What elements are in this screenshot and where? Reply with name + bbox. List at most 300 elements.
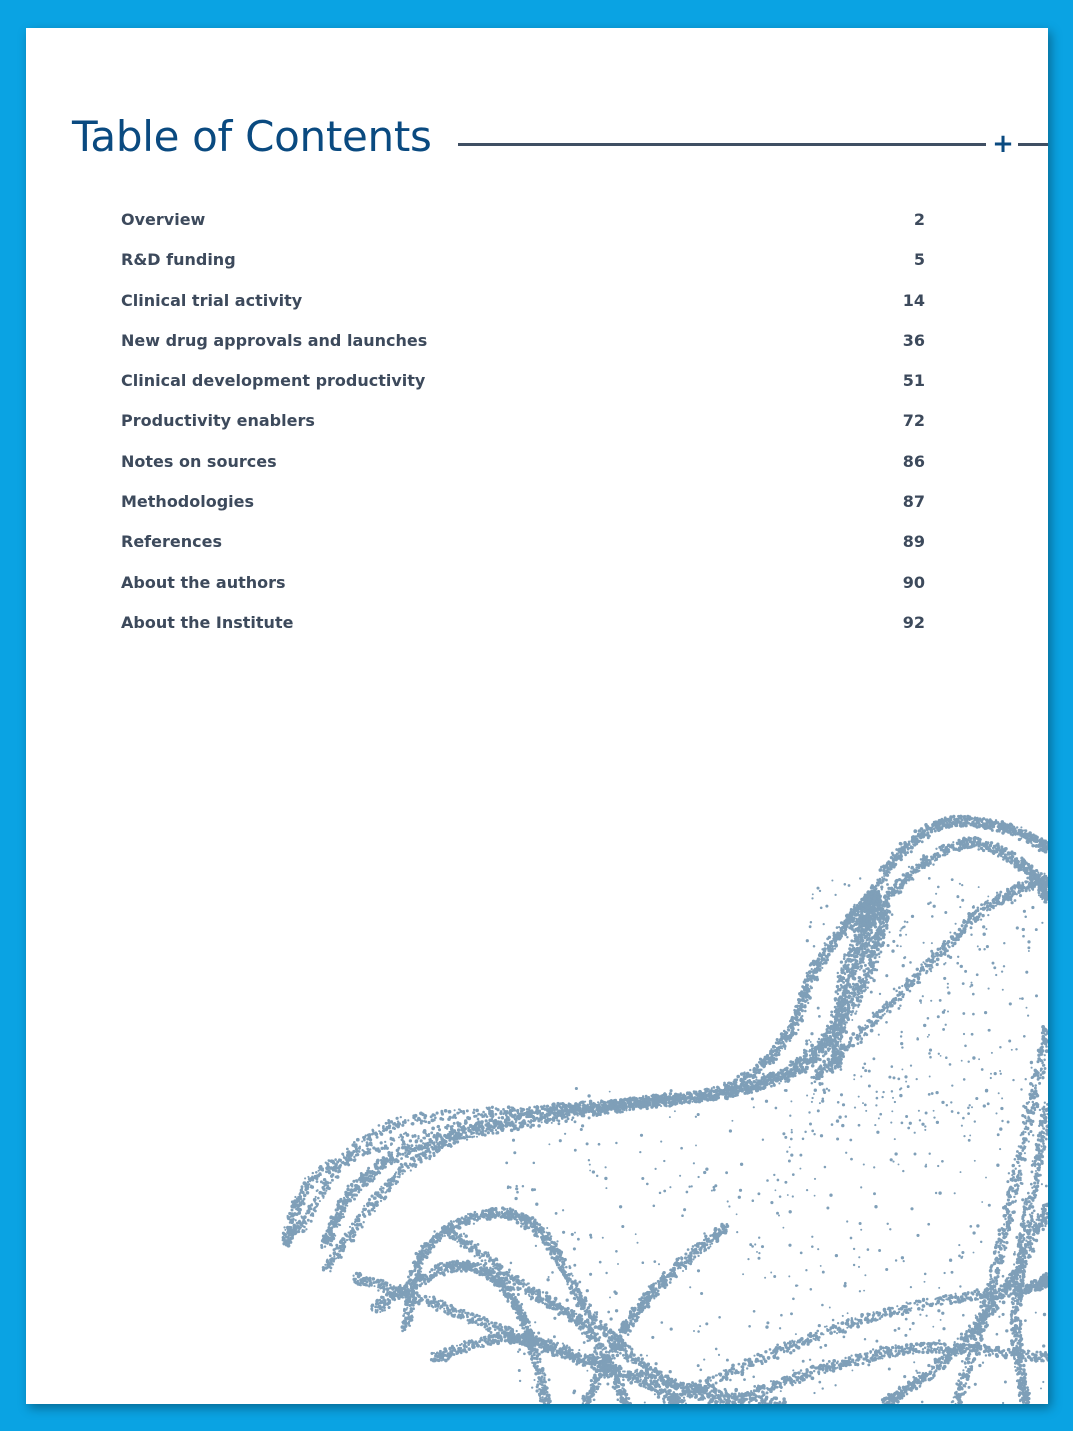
particle-dot <box>754 1087 758 1091</box>
particle-dot <box>401 1330 404 1333</box>
particle-dot <box>734 1081 737 1084</box>
particle-dot <box>844 1020 846 1022</box>
particle-dot <box>785 1040 788 1043</box>
particle-dot <box>331 1222 334 1225</box>
particle-dot <box>870 952 873 955</box>
particle-dot <box>853 913 856 916</box>
particle-dot <box>811 1064 815 1068</box>
particle-dot <box>861 955 863 957</box>
particle-dot <box>378 1124 381 1127</box>
particle-dot <box>338 1158 341 1161</box>
particle-dot <box>472 1111 475 1114</box>
particle-dot <box>810 1044 814 1048</box>
toc-entry-page: 90 <box>902 572 925 592</box>
particle-dot <box>869 959 872 962</box>
particle-dot <box>799 1008 802 1011</box>
particle-dot <box>368 1133 372 1137</box>
particle-dot <box>854 1012 857 1015</box>
particle-dot <box>799 1056 802 1059</box>
particle-dot <box>393 1127 396 1130</box>
particle-dot <box>323 1178 326 1181</box>
particle-dot <box>344 1193 347 1196</box>
particle-dot <box>352 1194 354 1196</box>
particle-dot <box>763 1078 766 1081</box>
particle-dot <box>415 1145 417 1147</box>
particle-dot <box>342 1153 344 1155</box>
particle-dot <box>315 1171 318 1174</box>
particle-dot <box>751 1074 754 1077</box>
particle-dot <box>628 1105 631 1108</box>
particle-dot <box>774 1057 777 1060</box>
particle-dot <box>434 1114 436 1116</box>
particle-dot <box>796 1057 799 1060</box>
particle-dot <box>797 1011 800 1014</box>
particle-dot <box>856 914 858 916</box>
particle-dot <box>529 1126 532 1129</box>
particle-dot <box>733 1087 737 1091</box>
particle-dot <box>852 983 855 986</box>
particle-dot <box>295 1204 298 1207</box>
particle-dot <box>347 1185 350 1188</box>
particle-dot <box>400 1166 402 1168</box>
particle-dot <box>317 1174 321 1178</box>
particle-dot <box>363 1215 366 1218</box>
particle-dot <box>297 1196 299 1198</box>
particle-dot <box>340 1246 342 1248</box>
particle-dot <box>387 1180 389 1182</box>
particle-dot <box>339 1164 342 1167</box>
particle-dot <box>287 1241 290 1244</box>
particle-dot <box>301 1187 303 1189</box>
particle-dot <box>369 1178 372 1181</box>
particle-dot <box>518 1116 521 1119</box>
particle-dot <box>346 1188 349 1191</box>
particle-dot <box>387 1182 391 1186</box>
particle-dot <box>807 1002 809 1004</box>
particle-dot <box>410 1169 412 1171</box>
particle-dot <box>679 1092 681 1094</box>
particle-dot <box>876 949 878 951</box>
particle-dot <box>604 1104 608 1108</box>
particle-dot <box>591 1108 593 1110</box>
particle-dot <box>473 1109 475 1111</box>
particle-dot <box>652 1097 654 1099</box>
particle-dot <box>326 1259 328 1261</box>
particle-dot <box>355 1149 358 1152</box>
particle-dot <box>405 1154 409 1158</box>
particle-dot <box>374 1166 376 1168</box>
particle-dot <box>589 1110 591 1112</box>
particle-dot <box>547 1118 549 1120</box>
particle-dot <box>768 1077 771 1080</box>
particle-dot <box>371 1171 374 1174</box>
particle-dot <box>363 1139 366 1142</box>
particle-dot <box>415 1139 419 1143</box>
particle-dot <box>398 1176 401 1179</box>
particle-dot <box>859 989 862 992</box>
particle-dot <box>776 1047 778 1049</box>
particle-dot <box>286 1236 289 1239</box>
particle-dot <box>304 1177 306 1179</box>
particle-dot <box>800 1069 803 1072</box>
particle-dot <box>347 1163 350 1166</box>
particle-dot <box>290 1220 294 1224</box>
particle-dot <box>440 1138 444 1142</box>
particle-dot <box>448 1110 452 1114</box>
particle-dot <box>589 1102 593 1106</box>
particle-dot <box>441 1113 444 1116</box>
toc-entry-page: 86 <box>902 451 925 471</box>
particle-dot <box>710 1089 714 1093</box>
particle-dot <box>342 1202 345 1205</box>
particle-dot <box>606 1101 608 1103</box>
particle-dot <box>452 1141 456 1145</box>
particle-dot <box>596 1105 599 1108</box>
particle-dot <box>874 934 877 937</box>
particle-dot <box>465 1134 467 1136</box>
particle-dot <box>500 1110 503 1113</box>
particle-dot <box>865 968 867 970</box>
particle-dot <box>792 1026 795 1029</box>
particle-dot <box>568 1114 571 1117</box>
particle-dot <box>292 1235 294 1237</box>
particle-dot <box>464 1121 467 1124</box>
particle-dot <box>380 1141 383 1144</box>
particle-dot <box>400 1135 403 1138</box>
particle-dot <box>884 917 887 920</box>
particle-dot <box>606 1112 609 1115</box>
particle-dot <box>447 1118 451 1122</box>
particle-dot <box>539 1118 541 1120</box>
particle-dot <box>438 1128 440 1130</box>
particle-dot <box>764 1059 766 1061</box>
particle-dot <box>864 964 867 967</box>
particle-dot <box>483 1114 485 1116</box>
particle-dot <box>740 1078 742 1080</box>
particle-dot <box>789 1071 791 1073</box>
particle-dot <box>578 1104 581 1107</box>
particle-dot <box>306 1191 310 1195</box>
particle-dot <box>870 932 872 934</box>
particle-dot <box>302 1229 305 1232</box>
particle-dot <box>402 1153 405 1156</box>
particle-dot <box>839 937 842 940</box>
particle-dot <box>747 1074 750 1077</box>
particle-dot <box>375 1131 377 1133</box>
particle-dot <box>420 1139 423 1142</box>
particle-dot <box>431 1146 434 1149</box>
particle-dot <box>866 986 868 988</box>
particle-dot <box>381 1168 383 1170</box>
particle-dot <box>533 1111 536 1114</box>
particle-dot <box>867 942 870 945</box>
particle-dot <box>757 1081 760 1084</box>
particle-dot <box>454 1109 456 1111</box>
particle-dot <box>664 1098 668 1102</box>
toc-entry-label: Clinical trial activity <box>121 290 303 310</box>
particle-dot <box>380 1200 382 1202</box>
particle-dot <box>333 1216 336 1219</box>
particle-dot <box>835 943 837 945</box>
particle-dot <box>282 1242 285 1245</box>
particle-dot <box>331 1160 335 1164</box>
particle-dot <box>494 1121 496 1123</box>
toc-entry-page: 89 <box>902 532 925 552</box>
particle-dot <box>356 1227 359 1230</box>
particle-dot <box>609 1106 612 1109</box>
particle-dot <box>605 1107 608 1110</box>
particle-dot <box>555 1116 558 1119</box>
particle-dot <box>400 1116 402 1118</box>
particle-dot <box>420 1122 423 1125</box>
particle-dot <box>847 990 850 993</box>
particle-dot <box>810 1060 813 1063</box>
particle-dot <box>776 1079 779 1082</box>
particle-dot <box>713 1086 716 1089</box>
particle-dot <box>619 1104 621 1106</box>
particle-dot <box>412 1307 415 1310</box>
particle-dot <box>335 1221 338 1224</box>
particle-dot <box>790 1035 792 1037</box>
particle-dot <box>437 1142 441 1146</box>
particle-dot <box>621 1099 625 1103</box>
particle-dot <box>331 1226 333 1228</box>
particle-dot <box>384 1141 386 1143</box>
particle-dot <box>303 1220 307 1224</box>
particle-dot <box>566 1104 568 1106</box>
particle-dot <box>383 1147 386 1150</box>
toc-entry-label: New drug approvals and launches <box>121 330 428 350</box>
particle-dot <box>777 1074 779 1076</box>
particle-dot <box>287 1227 289 1229</box>
particle-dot <box>357 1220 359 1222</box>
particle-dot <box>669 1095 671 1097</box>
particle-dot <box>689 1093 693 1097</box>
particle-dot <box>754 1071 757 1074</box>
particle-dot <box>400 1157 403 1160</box>
particle-dot <box>397 1120 400 1123</box>
particle-dot <box>331 1234 334 1237</box>
particle-dot <box>415 1155 418 1158</box>
particle-dot <box>398 1136 400 1138</box>
particle-dot <box>811 968 813 970</box>
particle-dot <box>561 1102 565 1106</box>
particle-dot <box>401 1173 403 1175</box>
particle-dot <box>809 1057 812 1060</box>
particle-dot <box>869 945 871 947</box>
particle-dot <box>736 1075 740 1079</box>
particle-dot <box>870 969 873 972</box>
particle-dot <box>291 1209 294 1212</box>
particle-dot <box>836 926 839 929</box>
toc-entry-page: 87 <box>902 492 925 512</box>
particle-dot <box>376 1195 378 1197</box>
particle-dot <box>488 1106 491 1109</box>
particle-dot <box>560 1106 563 1109</box>
particle-dot <box>502 1117 504 1119</box>
particle-dot <box>504 1119 507 1122</box>
particle-dot <box>808 971 810 973</box>
particle-dot <box>486 1129 488 1131</box>
particle-dot <box>869 939 871 941</box>
particle-dot <box>331 1263 334 1266</box>
particle-dot <box>541 1121 543 1123</box>
particle-dot <box>384 1196 387 1199</box>
particle-dot <box>439 1117 442 1120</box>
particle-dot <box>824 942 826 944</box>
particle-dot <box>353 1158 357 1162</box>
particle-dot <box>430 1115 432 1117</box>
particle-dot <box>301 1200 304 1203</box>
particle-dot <box>726 1090 729 1093</box>
particle-dot <box>320 1192 323 1195</box>
particle-dot <box>727 1086 729 1088</box>
particle-dot <box>824 961 826 963</box>
particle-dot <box>375 1148 378 1151</box>
particle-dot <box>329 1182 331 1184</box>
particle-dot <box>852 976 854 978</box>
particle-dot <box>290 1212 293 1215</box>
particle-dot <box>506 1116 509 1119</box>
particle-dot <box>850 911 854 915</box>
particle-dot <box>762 1066 764 1068</box>
particle-dot <box>688 1102 690 1104</box>
particle-dot <box>784 1081 786 1083</box>
particle-dot <box>316 1180 319 1183</box>
particle-dot <box>873 943 876 946</box>
particle-dot <box>431 1140 433 1142</box>
particle-dot <box>295 1213 298 1216</box>
plus-icon: + <box>992 129 1014 159</box>
particle-dot <box>343 1156 346 1159</box>
particle-dot <box>368 1170 371 1173</box>
particle-dot <box>283 1226 285 1228</box>
particle-dot <box>468 1129 472 1133</box>
particle-dot <box>791 1074 794 1077</box>
particle-dot <box>729 1095 732 1098</box>
particle-dot <box>459 1136 462 1139</box>
particle-dot <box>780 1039 783 1042</box>
particle-dot <box>525 1112 527 1114</box>
particle-dot <box>491 1120 493 1122</box>
particle-dot <box>367 1150 370 1153</box>
particle-dot <box>335 1244 338 1247</box>
particle-dot <box>805 992 808 995</box>
particle-dot <box>345 1204 348 1207</box>
particle-dot <box>329 1254 332 1257</box>
particle-dot <box>669 1103 672 1106</box>
particle-dot <box>794 1072 797 1075</box>
particle-dot <box>367 1167 370 1170</box>
particle-dot <box>304 1188 307 1191</box>
particle-dot <box>860 898 864 902</box>
particle-dot <box>343 1197 345 1199</box>
particle-dot <box>366 1148 369 1151</box>
particle-dot <box>633 1103 637 1107</box>
particle-dot <box>845 1000 849 1004</box>
particle-dot <box>808 1050 810 1052</box>
particle-dot <box>332 1257 335 1260</box>
particle-dot <box>363 1150 365 1152</box>
particle-dot <box>373 1197 375 1199</box>
particle-dot <box>677 1099 680 1102</box>
particle-dot <box>879 938 882 941</box>
particle-dot <box>488 1111 491 1114</box>
particle-dot <box>852 998 854 1000</box>
particle-dot <box>857 1003 860 1006</box>
particle-dot <box>860 995 864 999</box>
particle-dot <box>325 1162 327 1164</box>
particle-dot <box>834 935 837 938</box>
particle-dot <box>829 1047 831 1049</box>
particle-dot <box>878 956 880 958</box>
particle-dot <box>600 1107 602 1109</box>
particle-dot <box>303 1181 307 1185</box>
particle-dot <box>369 1142 373 1146</box>
particle-dot <box>497 1127 499 1129</box>
particle-dot <box>798 1061 800 1063</box>
particle-dot <box>335 1208 338 1211</box>
particle-dot <box>334 1225 336 1227</box>
document-page <box>26 28 1048 1404</box>
particle-dot <box>456 1140 459 1143</box>
particle-dot <box>881 925 884 928</box>
particle-dot <box>537 1124 541 1128</box>
particle-dot <box>695 1100 698 1103</box>
particle-dot <box>414 1134 417 1137</box>
particle-dot <box>798 1001 801 1004</box>
particle-dot <box>397 1153 400 1156</box>
particle-dot <box>841 931 843 933</box>
particle-dot <box>874 938 877 941</box>
particle-dot <box>344 1233 347 1236</box>
particle-dot <box>572 1111 574 1113</box>
particle-dot <box>354 1145 357 1148</box>
particle-dot <box>418 1118 421 1121</box>
particle-dot <box>519 1112 523 1116</box>
particle-dot <box>686 1093 688 1095</box>
particle-dot <box>550 1108 553 1111</box>
toc-entry-label: Overview <box>121 210 206 229</box>
particle-dot <box>693 1092 695 1094</box>
particle-dot <box>417 1135 419 1137</box>
particle-dot <box>809 979 811 981</box>
particle-dot <box>838 926 840 928</box>
particle-dot <box>852 1010 855 1013</box>
particle-dot <box>502 1108 505 1111</box>
particle-dot <box>320 1246 323 1249</box>
particle-dot <box>293 1206 295 1208</box>
particle-dot <box>769 1073 771 1075</box>
particle-dot <box>828 1043 831 1046</box>
particle-dot <box>763 1064 765 1066</box>
particle-dot <box>357 1186 360 1189</box>
particle-dot <box>437 1126 440 1129</box>
particle-dot <box>818 1038 820 1040</box>
particle-dot <box>475 1125 477 1127</box>
particle-dot <box>348 1235 351 1238</box>
particle-dot <box>769 1082 771 1084</box>
particle-dot <box>390 1142 393 1145</box>
particle-dot <box>735 1084 738 1087</box>
particle-dot <box>739 1085 741 1087</box>
particle-dot <box>369 1174 372 1177</box>
particle-dot <box>664 1092 666 1094</box>
particle-dot <box>704 1090 706 1092</box>
particle-dot <box>546 1105 549 1108</box>
particle-dot <box>862 984 865 987</box>
particle-dot <box>739 1088 743 1092</box>
